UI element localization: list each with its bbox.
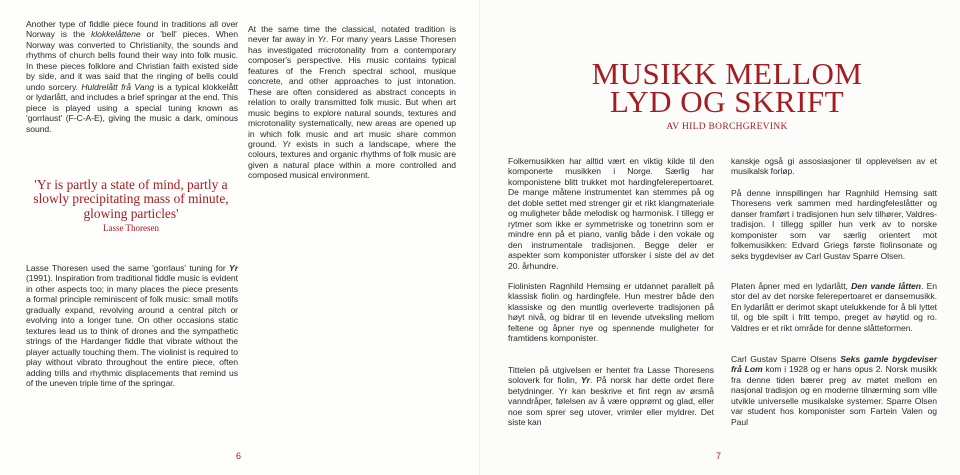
right-column-1-paragraph-2: Fiolinisten Ragnhild Hemsing er utdannet parallelt på klassisk fiolin og hardingfele. Hun mestrer både den klassiske og den muntlig overleverte tradisjonen på høyt nivå, og bidrar til en levende utveksling mellom feltene og åpner nye og spennende muligheter for framtidens komponister. xyxy=(508,281,714,344)
right-column-2-paragraph-4: Carl Gustav Sparre Olsens Seks gamle bygdeviser frå Lom kom i 1928 og er hans opus 2. Norsk musikk fra denne tiden bærer preg av møtet mellom en nasjonal tradisjon og en moderne tilnærming som ville utvikle universelle musikalske systemer. Sparre Olsen var student hos komponister som Fartein Valen og Paul xyxy=(731,354,937,427)
page-number-left: 6 xyxy=(236,451,242,461)
right-column-1-paragraph-1: Folkemusikken har alltid vært en viktig kilde til den komponerte musikken i Norge. Særlig har komponistene blitt trukket mot hardingfelerepertoaret. De mange måtene instrumentet kan stemmes på og det doble settet med strenger gir et rikt klangmateriale og muligheter både melodisk og harmonisk. I tillegg er rytmer som ikke er symmetriske og tonetrinn som er mindre enn på et piano, vanlig både i den vokale og den instrumentale tradisjonen. Begge deler er aspekter som komponister utforsker i siste del av det 20. århundre. xyxy=(508,156,714,271)
pull-quote xyxy=(22,178,240,234)
article-title-line-2: LYD OG SKRIFT xyxy=(609,84,845,119)
page-number-right: 7 xyxy=(716,451,722,461)
right-column-1-paragraph-3: Tittelen på utgivelsen er hentet fra Lasse Thoresens soloverk for fiolin, Yr. På norsk har dette ordet flere betydninger. Yr kan beskrive et fint regn av ørsmå vanndråper, følelsen av å være opprømt og glad, eller noe som sprer seg utover, vrimler eller myldrer. Det siste kan xyxy=(508,365,714,428)
left-column-2-paragraph: At the same time the classical, notated tradition is never far away in Yr. For many years Lasse Thoresen has investigated microtonality from a contemporary composer's perspective. His music contains typical features of the French spectral school, musique concrete, and other approaches to just intonation. These are often considered as abstract concepts in relation to orally transmitted folk music. But when art music begins to explore natural sounds, textures and microtonality systematically, new areas are opened up in which folk music and art music share common ground. Yr exists in such a landscape, where the colours, textures and organic rhythms of folk music are given a natural place within a more controlled and composed musical environment. xyxy=(248,24,456,181)
article-title xyxy=(560,56,894,119)
article-title-line-1: MUSIKK MELLOM xyxy=(591,56,863,91)
right-column-2-paragraph-2: På denne innspillingen har Ragnhild Hemsing satt Thoresens verk sammen med hardingfeleslåtter og danser framført i tradisjonen hun selv tilhører, Valdres-tradisjon. I tillegg spiller hun verk av to norske komponister som var særlig orientert mot folkemusikken: Edvard Griegs første fiolinsonate og seks bygdeviser av Carl Gustav Sparre Olsen. xyxy=(731,188,937,261)
pull-quote-author: Lasse Thoresen xyxy=(102,223,160,234)
right-column-2-paragraph-3: Platen åpner med en lydarlått, Den vande låtten. En stor del av det norske felerepertoaret er dansemusikk. En lydarlått er derimot skapt utelukkende for å bli lyttet til, og ble spilt i fritt tempo, preget av høytid og ro. Valdres er et rikt område for denne slåtteformen. xyxy=(731,281,937,333)
article-byline: AV HILD BORCHGREVINK xyxy=(666,122,788,132)
left-column-1-paragraph-1: Another type of fiddle piece found in traditions all over Norway is the klokkelåttene or 'bell' pieces. When Norway was converted to Christianity, the sounds and rhythms of church bells found their way into folk music. In these pieces folklore and Christian faith existed side by side, and it was said that the ringing of bells could undo sorcery. Huldrelått frå Vang is a typical klokkelått or lydarlått, and includes a brief springar at the end. This piece is played using a special tuning known as 'gorrlaust' (F-C-A-E), giving the music a dark, ominous sound. xyxy=(26,19,238,134)
pull-quote-text: 'Yr is partly a state of mind, partly a slowly precipitating mass of minute, glowing particles' xyxy=(33,177,229,221)
left-column-1-paragraph-2: Lasse Thoresen used the same 'gorrlaus' tuning for Yr (1991). Inspiration from traditional fiddle music is evident in other aspects too; in many places the piece presents a formal principle reminiscent of folk music: small motifs gradually expand, revolving around a central pitch or evolving into a longer tune. On other occasions static textures lead us to think of drones and the sympathetic strings of the Hardanger fiddle that vibrate without the player actually touching them. The violinist is required to play without vibrato throughout the entire piece, often adding trills and rhythmic displacements that remind us of the uneven triple time of the springar. xyxy=(26,263,238,388)
right-column-2-paragraph-1: kanskje også gi assosiasjoner til opplevelsen av et musikalsk forløp. xyxy=(731,156,937,177)
